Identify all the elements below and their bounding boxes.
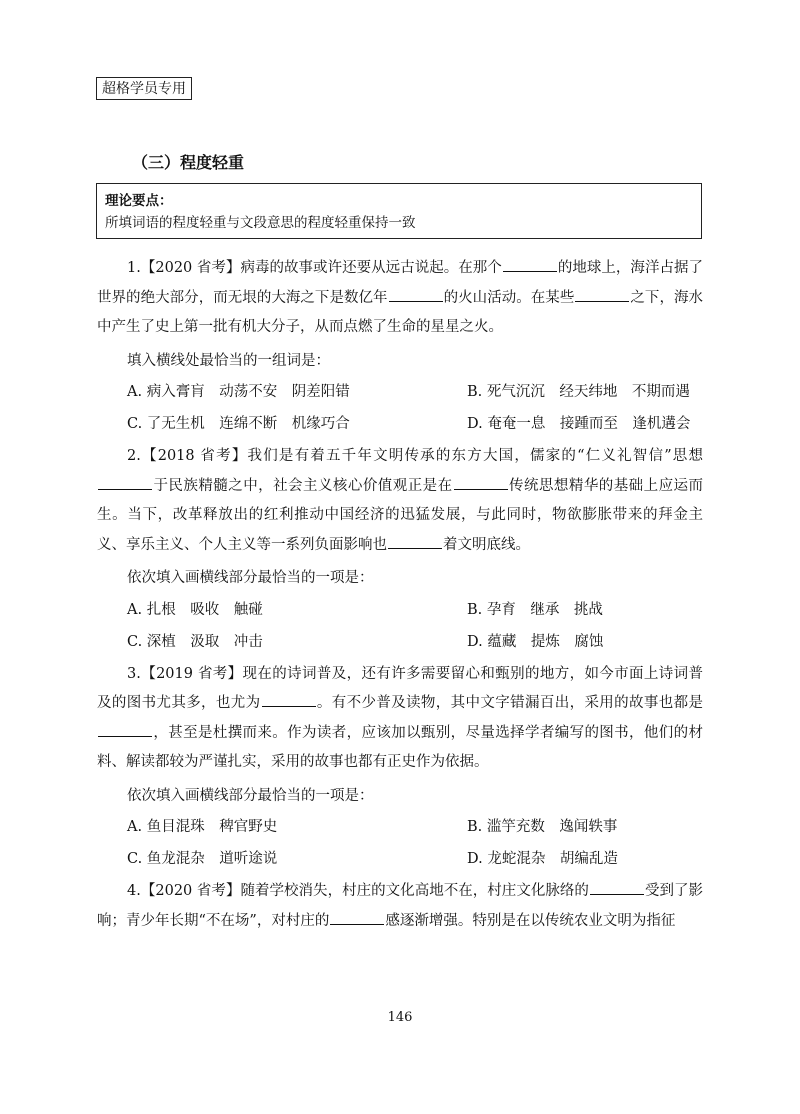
option-b[interactable]: B. 死气沉沉 经天纬地 不期而遇 xyxy=(467,384,690,400)
question-1 xyxy=(97,254,703,440)
option-c[interactable]: C. 鱼龙混杂 道听途说 xyxy=(127,851,278,867)
question-3-options xyxy=(97,811,703,875)
answer-blank[interactable] xyxy=(590,880,644,895)
question-3 xyxy=(97,660,703,876)
option-b[interactable]: B. 孕育 继承 挑战 xyxy=(467,601,603,618)
question-4-text: 4.【2020 省考】随着学校消失，村庄的文化高地不在，村庄文化脉络的 受到了影响；青少年长期“不在场”，对村庄的 感逐渐增强。特别是在以传统农业文明为指征 xyxy=(97,877,703,936)
question-list xyxy=(97,252,703,936)
option-a[interactable]: A. 病入膏肓 动荡不安 阴差阳错 xyxy=(127,384,350,400)
option-a[interactable]: A. 鱼目混珠 稗官野史 xyxy=(127,819,278,835)
question-2-text: 2.【2018 省考】我们是有着五千年文明传承的东方大国，儒家的“仁义礼智信”思想于民族精髓之中，社会主义核心价值观正是在 传统思想精华的基础上应运而生。当下，改革释放出的红利推动中国经济的迅猛发展，与此同时，物欲膨胀带来的拜金主义、享乐主义、个人主义等一系列负面影响也 着文明底线。 xyxy=(97,448,704,553)
answer-blank[interactable] xyxy=(575,287,629,302)
option-a[interactable]: A. 扎根 吸收 触碰 xyxy=(127,601,263,618)
page-number: 146 xyxy=(387,1010,413,1025)
question-1-instruction: 填入横线处最恰当的一组词是： xyxy=(127,352,330,369)
question-4 xyxy=(97,877,703,936)
section-title: （三）程度轻重 xyxy=(132,153,245,172)
question-3-instruction: 依次填入画横线部分最恰当的一项是： xyxy=(127,787,374,804)
answer-blank[interactable] xyxy=(330,910,384,925)
question-2-options xyxy=(97,594,703,658)
option-b[interactable]: B. 滥竽充数 逸闻轶事 xyxy=(467,819,618,835)
answer-blank[interactable] xyxy=(388,534,442,549)
answer-blank[interactable] xyxy=(98,475,152,490)
answer-blank[interactable] xyxy=(98,722,152,737)
theory-box xyxy=(96,183,702,239)
answer-blank[interactable] xyxy=(503,257,557,272)
question-1-text: 1.【2020 省考】病毒的故事或许还要从远古说起。在那个 的地球上，海洋占据了世界的绝大部分，而无垠的大海之下是数亿年 的火山活动。在某些 之下，海水中产生了史上第一批有机大分子，从而点燃了生命的星星之火。 xyxy=(97,254,703,343)
option-d[interactable]: D. 蕴藏 提炼 腐蚀 xyxy=(467,633,604,650)
question-2-instruction: 依次填入画横线部分最恰当的一项是： xyxy=(127,570,374,586)
answer-blank[interactable] xyxy=(454,475,508,490)
option-c[interactable]: C. 深植 汲取 冲击 xyxy=(127,633,263,650)
answer-blank[interactable] xyxy=(389,287,443,302)
question-1-options xyxy=(97,376,703,440)
theory-title: 理论要点： xyxy=(105,193,173,209)
question-2 xyxy=(97,442,703,658)
option-d[interactable]: D. 奄奄一息 接踵而至 逢机遘会 xyxy=(467,416,691,432)
answer-blank[interactable] xyxy=(262,692,316,707)
exclusive-badge: 超格学员专用 xyxy=(96,77,192,100)
option-c[interactable]: C. 了无生机 连绵不断 机缘巧合 xyxy=(127,416,350,432)
theory-text: 所填词语的程度轻重与文段意思的程度轻重保持一致 xyxy=(105,215,416,231)
question-3-text: 3.【2019 省考】现在的诗词普及，还有许多需要留心和甄别的地方，如今市面上诗词普及的图书尤其多，也尤为 。有不少普及读物，其中文字错漏百出，采用的故事也都是，甚至是杜撰而来。作为读者，应该加以甄别，尽量选择学者编写的图书，他们的材料、解读都较为严谨扎实，采用的故事也都有正史作为依据。 xyxy=(97,665,703,770)
option-d[interactable]: D. 龙蛇混杂 胡编乱造 xyxy=(467,851,618,867)
